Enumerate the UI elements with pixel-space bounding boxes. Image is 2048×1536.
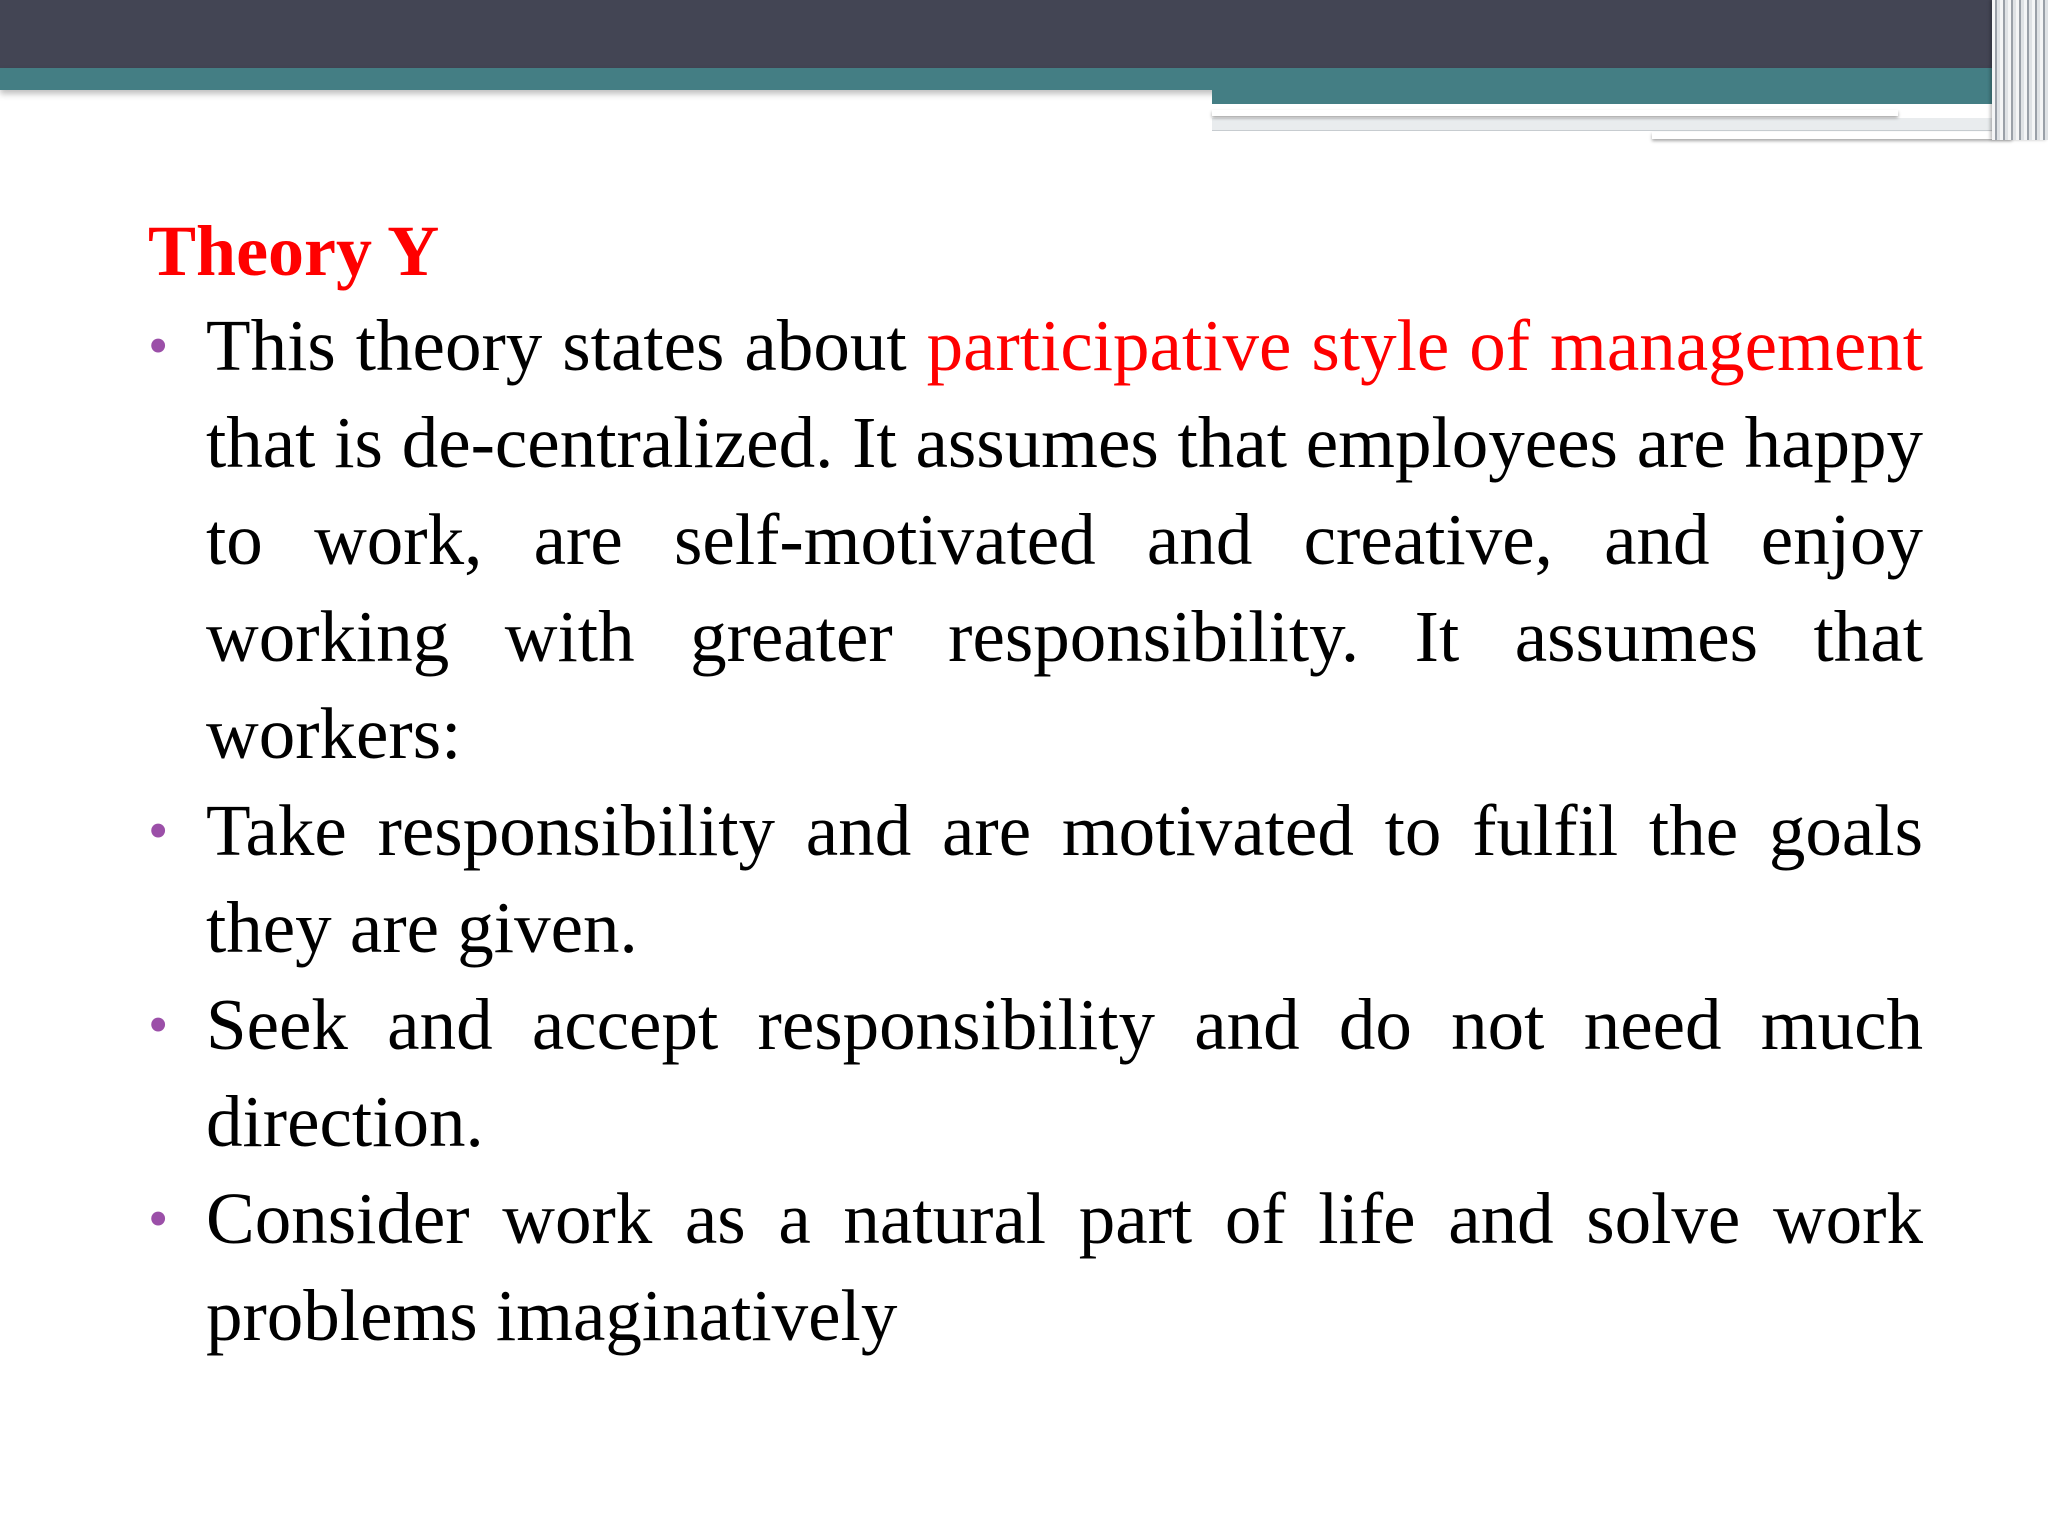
bullet-2-text: Take responsibility and are motivated to fulfil the goals they are given. [206, 790, 1923, 968]
slide-title: Theory Y [148, 211, 440, 291]
bullet-item-3 [148, 976, 1923, 1170]
header-light-band [1212, 118, 2012, 131]
bullet-dot-icon: • [148, 1186, 169, 1251]
slide-content [148, 205, 1923, 1364]
bullet-4-text: Consider work as a natural part of life and solve work problems imaginatively [206, 1178, 1923, 1356]
bullet-3-text: Seek and accept responsibility and do not need much direction. [206, 984, 1923, 1162]
header-accent-line-1 [1212, 110, 1898, 116]
bullet-item-4 [148, 1170, 1923, 1364]
header-teal-bar [0, 68, 2048, 90]
bullet-dot-icon: • [148, 313, 169, 378]
header-teal-extension [1212, 90, 2012, 104]
bullet-1-highlight: participative style of management [926, 305, 1924, 386]
bullet-list [148, 297, 1923, 1364]
bullet-item-2 [148, 782, 1923, 976]
header-dark-bar [0, 0, 2048, 68]
bullet-1-rest: that is de-centralized. It assumes that employees are happy to work, are self-motivated and creative, and enjoy working with greater responsibility. It assumes that workers: [206, 402, 1923, 774]
bullet-item-1 [148, 297, 1923, 782]
bullet-1-lead: This theory states about [206, 305, 927, 386]
bullet-dot-icon: • [148, 992, 169, 1057]
header-accent-line-2 [1652, 132, 2012, 139]
bullet-dot-icon: • [148, 798, 169, 863]
header-stripes [1992, 0, 2048, 140]
